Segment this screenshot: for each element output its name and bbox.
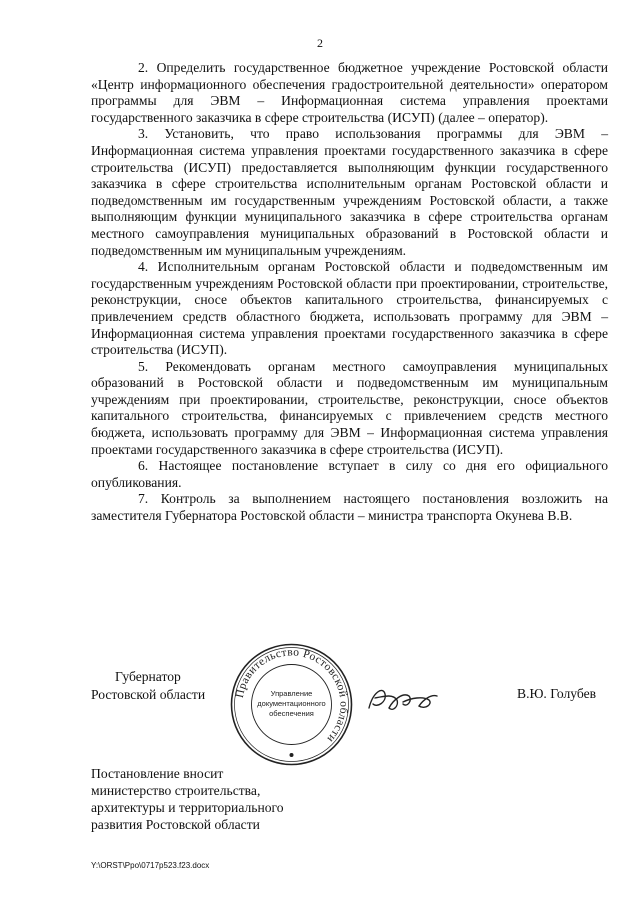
seal-outer-text: Правительство Ростовской области xyxy=(233,646,350,745)
submitted-by xyxy=(91,765,284,833)
governor-title-line2: Ростовской области xyxy=(91,687,206,702)
signer-name: В.Ю. Голубев xyxy=(517,686,597,701)
governor-title-line1: Губернатор xyxy=(115,669,181,684)
governor-title xyxy=(91,668,205,704)
submitted-line1: Постановление вносит xyxy=(91,766,224,781)
submitted-line2: министерство строительства, xyxy=(91,783,261,798)
seal-inner-line3: обеспечения xyxy=(269,709,314,718)
signature-block xyxy=(91,642,611,767)
paragraph-4: 4. Исполнительным органам Ростовской области и подведомственным им государственным учреждениям Ростовской области при проектировании, строительстве, реконструкции, сносе объектов капитального строительства, финансируемых с привлечением средств областного бюджета, использовать программу для ЭВМ – Информационная система управления проектами государственного заказчика в сфере строительства (ИСУП). xyxy=(91,259,608,358)
paragraph-2: 2. Определить государственное бюджетное учреждение Ростовской области «Центр информационного обеспечения градостроительной деятельности» оператором программы для ЭВМ – Информационная система управления проектами государственного заказчика в сфере строительства (ИСУП) (далее – оператор). xyxy=(91,60,608,125)
submitted-line3: архитектуры и территориального xyxy=(91,800,284,815)
paragraph-5: 5. Рекомендовать органам местного самоуправления муниципальных образований в Ростовской области и подведомственным им муниципальным учреждениям при проектировании, строительстве, реконструкции, сносе объектов капитального строительства, финансируемых с привлечением средств местного бюджета, использовать программу для ЭВМ – Информационная система управления проектами государственного заказчика в сфере строительства (ИСУП). xyxy=(91,358,608,457)
seal-inner-line1: Управление xyxy=(270,689,313,698)
page-number: 2 xyxy=(317,36,323,50)
paragraph-6: 6. Настоящее постановление вступает в силу со дня его официального опубликования. xyxy=(91,458,608,490)
file-path: Y:\ORST\Ppo\0717p523.f23.docx xyxy=(91,861,210,870)
paragraph-3: 3. Установить, что право использования программы для ЭВМ – Информационная система управления проектами государственного заказчика в сфере строительства (ИСУП) предоставляется выполняющим функции государственного заказчика в сфере строительства исполнительным органам Ростовской области и подведомственным им государственным учреждениям Ростовской области, а также выполняющим функции муниципального заказчика в сфере строительства органам местного самоуправления муниципальных образований в Ростовской области и подведомственным им муниципальным учреждениям. xyxy=(91,126,608,258)
document-body xyxy=(91,60,608,525)
submitted-line4: развития Ростовской области xyxy=(91,817,260,832)
official-seal xyxy=(229,642,354,767)
paragraph-7: 7. Контроль за выполнением настоящего постановления возложить на заместителя Губернатора Ростовской области – министра транспорта Окунева В.В. xyxy=(91,491,608,524)
handwritten-signature xyxy=(363,678,443,720)
seal-inner-line2: документационного xyxy=(257,699,326,708)
